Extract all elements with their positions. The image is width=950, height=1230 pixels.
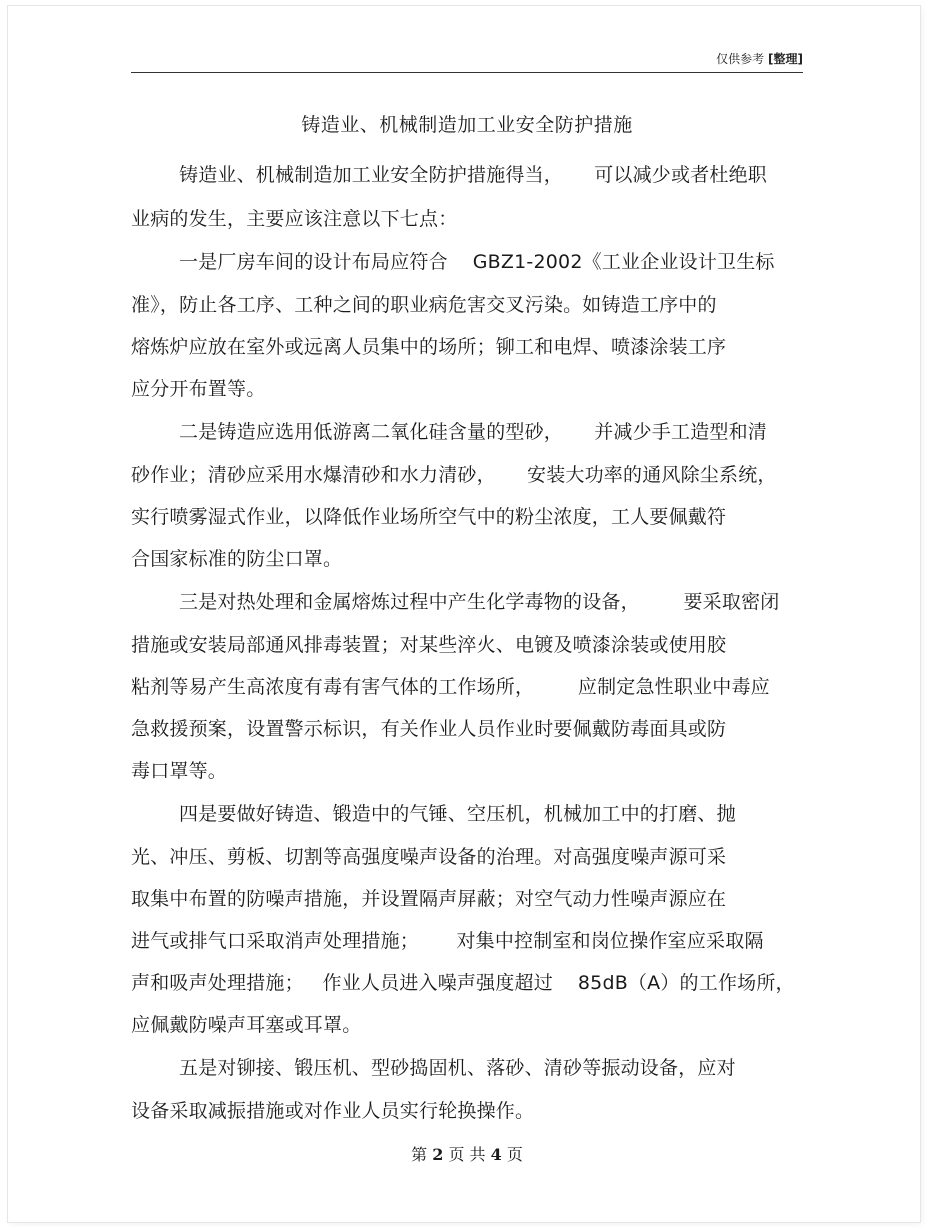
text-line: 应分开布置等。 [131,378,266,400]
footer-middle: 页 共 [448,1145,486,1164]
document-page [8,6,920,1222]
footer-prefix: 第 [411,1145,428,1164]
text-line: 粘剂等易产生高浓度有毒有害气体的工作场所， 应制定急性职业中毒应 [131,676,770,698]
header-note: 仅供参考 [716,52,765,66]
text-line: 实行喷雾湿式作业，以降低作业场所空气中的粉尘浓度，工人要佩戴符 [131,506,727,528]
text-line: 取集中布置的防噪声措施，并设置隔声屏蔽；对空气动力性噪声源应在 [131,888,727,910]
text-line: 五是对铆接、锻压机、型砂捣固机、落砂、清砂等振动设备，应对 [179,1057,736,1079]
text-line: 光、冲压、剪板、切割等高强度噪声设备的治理。对高强度噪声源可采 [131,846,727,868]
text-line: 准》，防止各工序、工种之间的职业病危害交叉污染。如铸造工序中的 [131,294,717,316]
text-line: 措施或安装局部通风排毒装置；对某些淬火、电镀及喷漆涂装或使用胶 [131,634,727,656]
text-line: 一是厂房车间的设计布局应符合 GBZ1-2002《工业企业设计卫生标 [179,251,775,273]
text-line: 毒口罩等。 [131,760,228,782]
text-line: 四是要做好铸造、锻造中的气锤、空压机，机械加工中的打磨、抛 [179,803,736,825]
text-line: 合国家标准的防尘口罩。 [131,548,343,570]
text-line: 应佩戴防噪声耳塞或耳罩。 [131,1014,362,1036]
text-line: 业病的发生，主要应该注意以下七点： [131,208,458,230]
document-title: 铸造业、机械制造加工业安全防护措施 [301,114,633,136]
page-header [131,50,803,73]
text-line: 设备采取减振措施或对作业人员实行轮换操作。 [131,1100,535,1122]
text-line: 二是铸造应选用低游离二氧化硅含量的型砂， 并减少手工造型和清 [179,421,767,443]
text-line: 三是对热处理和金属熔炼过程中产生化学毒物的设备， 要采取密闭 [179,591,780,613]
text-line: 砂作业；清砂应采用水爆清砂和水力清砂， 安装大功率的通风除尘系统， [131,464,777,486]
text-line: 熔炼炉应放在室外或远离人员集中的场所；铆工和电焊、喷漆涂装工序 [131,336,727,358]
text-line: 声和吸声处理措施； 作业人员进入噪声强度超过 85dB（A）的工作场所， [131,972,795,994]
text-line: 进气或排气口采取消声处理措施； 对集中控制室和岗位操作室应采取隔 [131,930,764,952]
text-line: 铸造业、机械制造加工业安全防护措施得当， 可以减少或者杜绝职 [179,164,767,186]
footer-total-pages: 4 [490,1145,502,1164]
page-footer [131,1142,803,1165]
text-line: 急救援预案，设置警示标识，有关作业人员作业时要佩戴防毒面具或防 [131,718,727,740]
footer-suffix: 页 [506,1145,523,1164]
footer-page-number: 2 [432,1145,444,1164]
header-bracket: [整理] [768,52,803,66]
